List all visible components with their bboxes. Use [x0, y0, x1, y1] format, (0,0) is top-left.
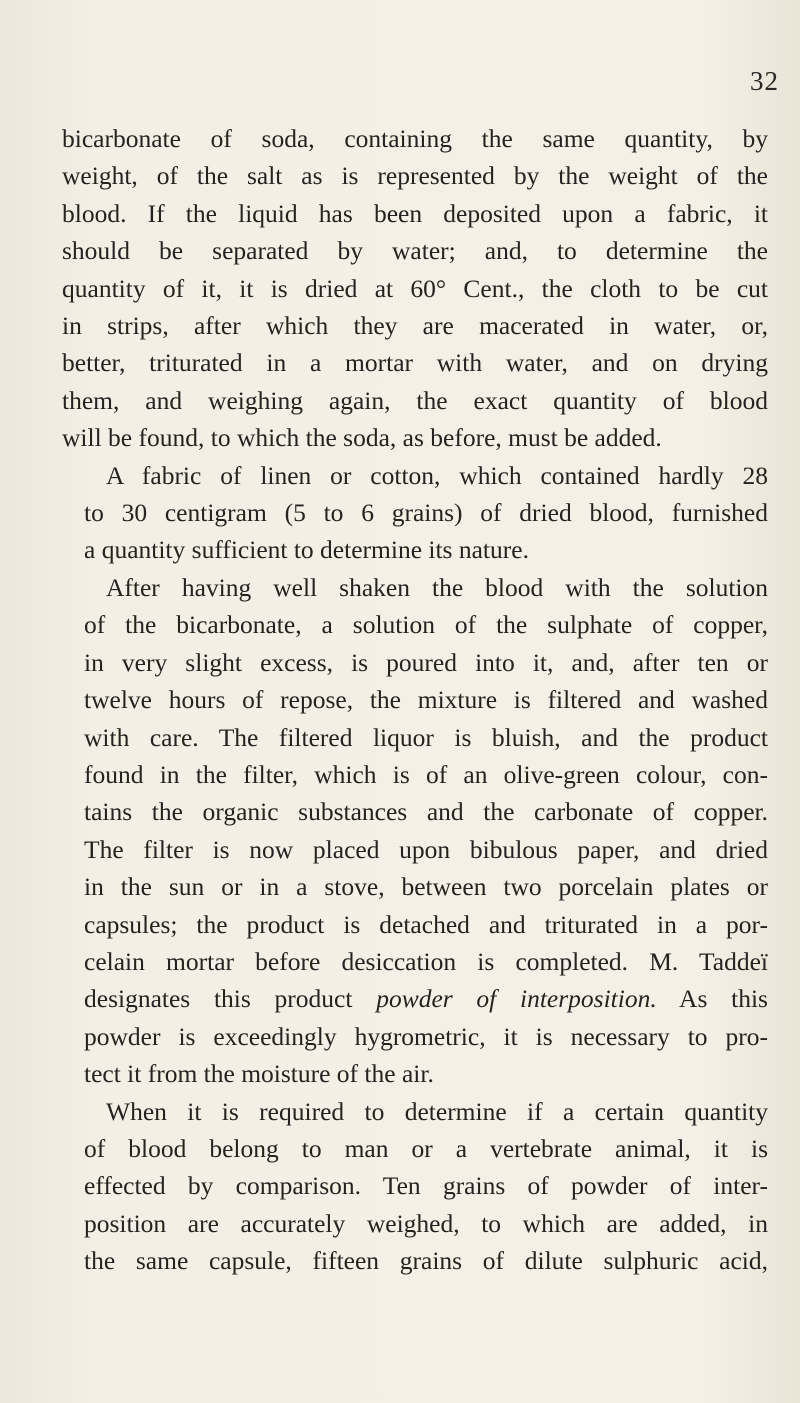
italic-term: powder of interposition. — [376, 984, 657, 1014]
text-line: in strips, after which they are macerated in water, or, — [62, 311, 768, 341]
line-text: As this — [656, 984, 768, 1014]
text-line: twelve hours of repose, the mixture is filtered and washed — [84, 685, 768, 715]
text-line: tect it from the moisture of the air. — [84, 1059, 434, 1089]
text-line: quantity of it, it is dried at 60° Cent., the cloth to be cut — [62, 273, 768, 303]
text-line: After having well shaken the blood with the solution — [106, 572, 768, 602]
text-line-with-italic — [62, 980, 768, 1017]
line-text: designates this product — [84, 984, 377, 1014]
text-line: better, triturated in a mortar with water, and on drying — [62, 348, 768, 378]
text-line: in very slight excess, is poured into it, and, after ten or — [84, 647, 768, 677]
text-line: with care. The filtered liquor is bluish, and the product — [84, 722, 768, 752]
text-line: effected by comparison. Ten grains of powder of inter- — [84, 1171, 768, 1201]
text-line: them, and weighing again, the exact quantity of blood — [62, 385, 768, 415]
text-line: bicarbonate of soda, containing the same quantity, by — [62, 124, 768, 153]
text-line: will be found, to which the soda, as before, must be added. — [62, 423, 662, 453]
text-line: of the bicarbonate, a solution of the sulphate of copper, — [84, 610, 768, 640]
text-line: celain mortar before desiccation is completed. M. Taddeï — [84, 946, 768, 976]
text-line: in the sun or in a stove, between two porcelain plates or — [84, 872, 768, 902]
body-text — [62, 120, 768, 1280]
text-line: position are accurately weighed, to which are added, in — [84, 1208, 768, 1238]
text-line: weight, of the salt as is represented by the weight of the — [62, 161, 768, 191]
paragraph-4 — [62, 1093, 768, 1280]
text-line: powder is exceedingly hygrometric, it is necessary to pro- — [84, 1021, 768, 1051]
text-line: capsules; the product is detached and triturated in a por- — [84, 909, 768, 939]
text-line: The filter is now placed upon bibulous paper, and dried — [84, 834, 768, 864]
paragraph-2 — [62, 457, 768, 569]
text-line: A fabric of linen or cotton, which contained hardly 28 — [106, 460, 768, 490]
text-line: the same capsule, fifteen grains of dilute sulphuric acid, — [84, 1246, 768, 1276]
paragraph-3 — [62, 569, 768, 1093]
text-line: found in the filter, which is of an olive-green colour, con- — [84, 759, 768, 789]
text-line: of blood belong to man or a vertebrate animal, it is — [84, 1133, 768, 1163]
paragraph-1 — [62, 120, 768, 457]
text-line: blood. If the liquid has been deposited upon a fabric, it — [62, 198, 768, 228]
text-line: a quantity sufficient to determine its nature. — [84, 535, 529, 565]
page-number: 32 — [750, 66, 779, 96]
text-line: When it is required to determine if a certain quantity — [106, 1096, 768, 1126]
text-line: to 30 centigram (5 to 6 grains) of dried blood, furnished — [84, 498, 768, 528]
text-line: should be separated by water; and, to determine the — [62, 236, 768, 266]
text-line: tains the organic substances and the carbonate of copper. — [84, 797, 768, 827]
